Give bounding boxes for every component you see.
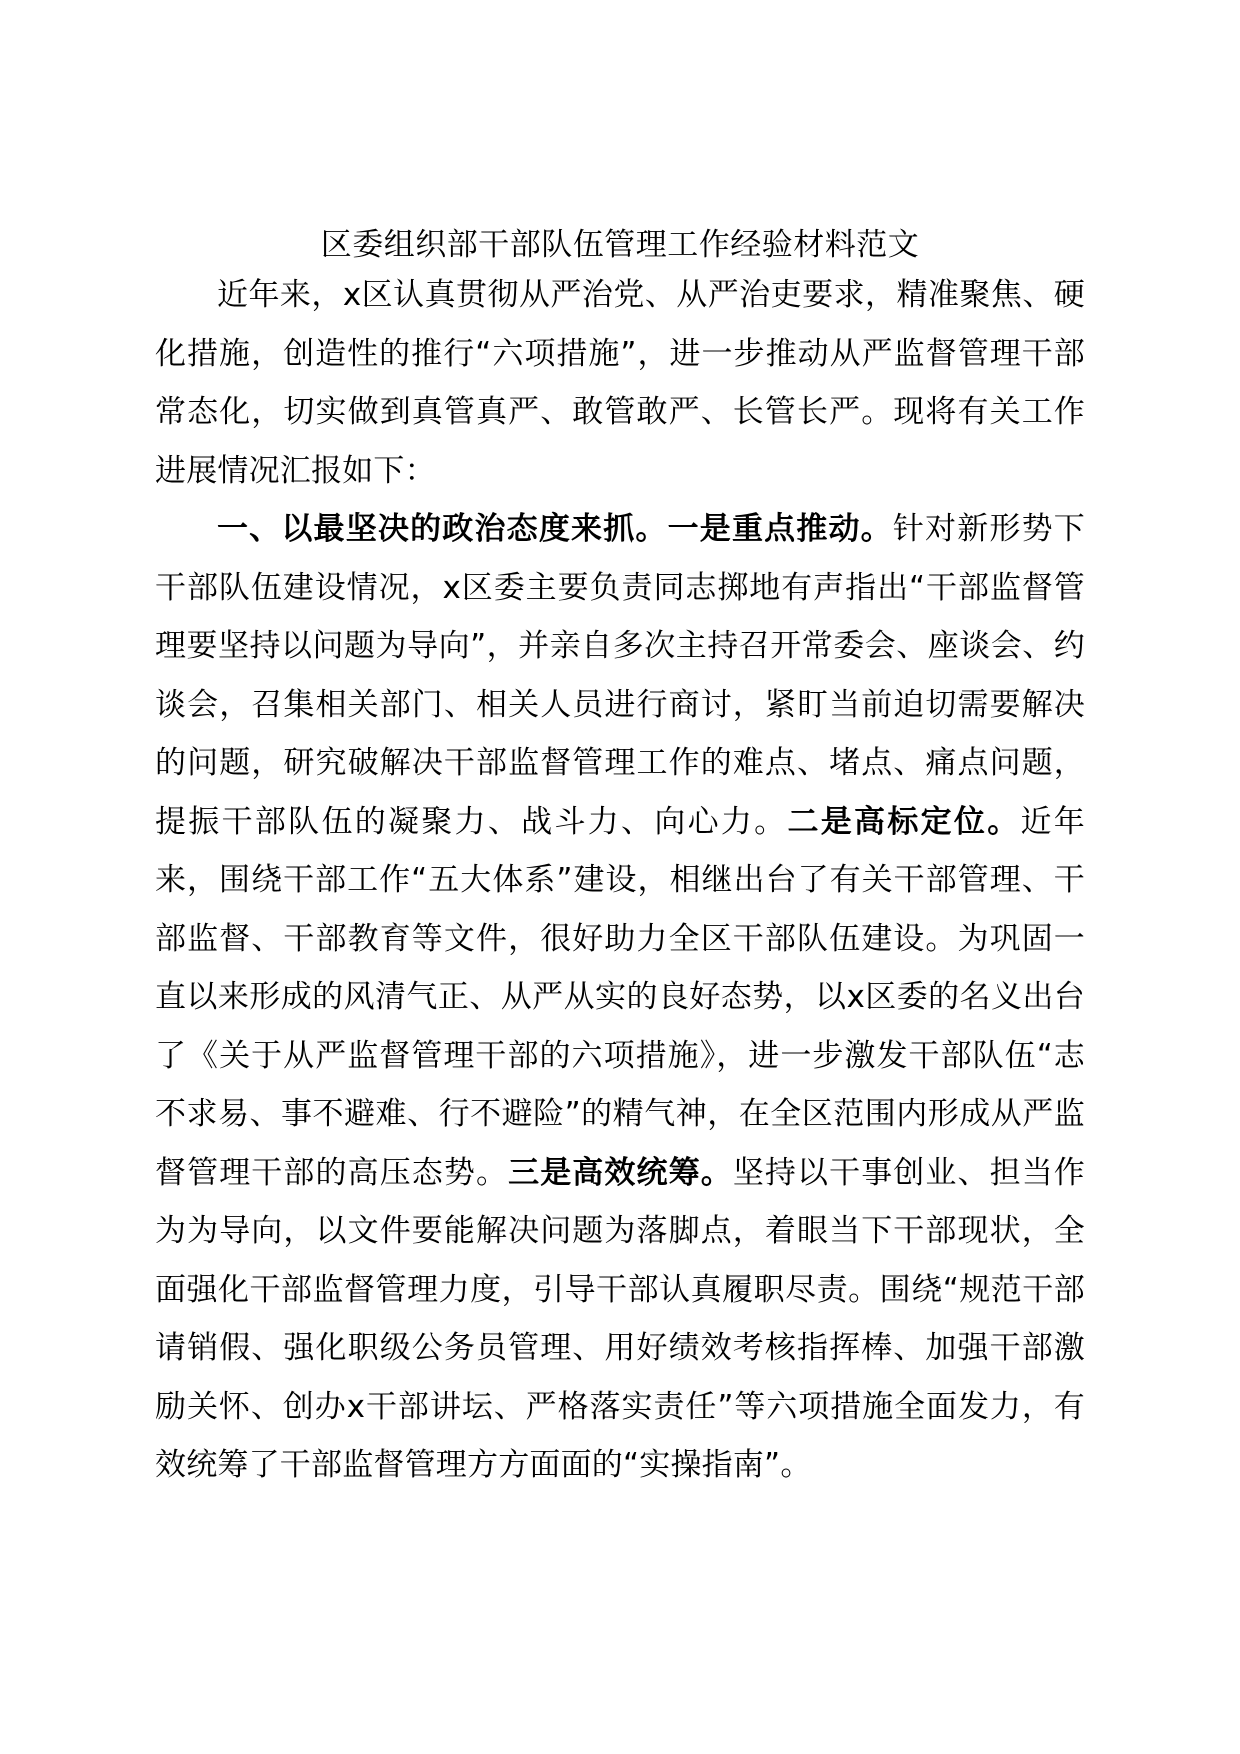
- point-one-text: 针对新形势下干部队伍建设情况，x区委主要负责同志掷地有声指出“干部监督管理要坚持以问题为导向”，并亲自多次主持召开常委会、座谈会、约谈会，召集相关部门、相关人员进行商讨，紧盯当前迫切需要解决的问题，研究破解决干部监督管理工作的难点、堵点、痛点问题，提振干部队伍的凝聚力、战斗力、向心力。: [155, 511, 1085, 840]
- point-three-text: 坚持以干事创业、担当作为为导向，以文件要能解决问题为落脚点，着眼当下干部现状，全面强化干部监督管理力度，引导干部认真履职尽责。围绕“规范干部请销假、强化职级公务员管理、用好绩效考核指挥棒、加强干部激励关怀、创办x干部讲坛、严格落实责任”等六项措施全面发力，有效统筹了干部监督管理方方面面的“实操指南”。: [155, 1154, 1086, 1483]
- document-title: 区委组织部干部队伍管理工作经验材料范文: [320, 227, 920, 263]
- point-one-label: 一是重点推动。: [667, 511, 893, 547]
- point-two-label: 二是高标定位。: [787, 803, 1021, 840]
- point-two-text: 近年来，围绕干部工作“五大体系”建设，相继出台了有关干部管理、干部监督、干部教育等文件，很好助力全区干部队伍建设。为巩固一直以来形成的风清气正、从严从实的良好态势，以x区委的名义出台了《关于从严监督管理干部的六项措施》，进一步激发干部队伍“志不求易、事不避难、行不避险”的精气神，在全区范围内形成从严监督管理干部的高压态势。: [155, 803, 1085, 1191]
- intro-paragraph: 近年来，x区认真贯彻从严治党、从严治吏要求，精准聚焦、硬化措施，创造性的推行“六项措施”，进一步推动从严监督管理干部常态化，切实做到真管真严、敢管敢严、长管长严。现将有关工作进展情况汇报如下：: [155, 277, 1085, 489]
- section-one-paragraph: [155, 500, 1085, 1495]
- section-one-heading: 一、以最坚决的政治态度来抓。: [217, 511, 668, 547]
- point-three-label: 三是高效统筹。: [508, 1154, 733, 1191]
- document-body: [155, 266, 1085, 1495]
